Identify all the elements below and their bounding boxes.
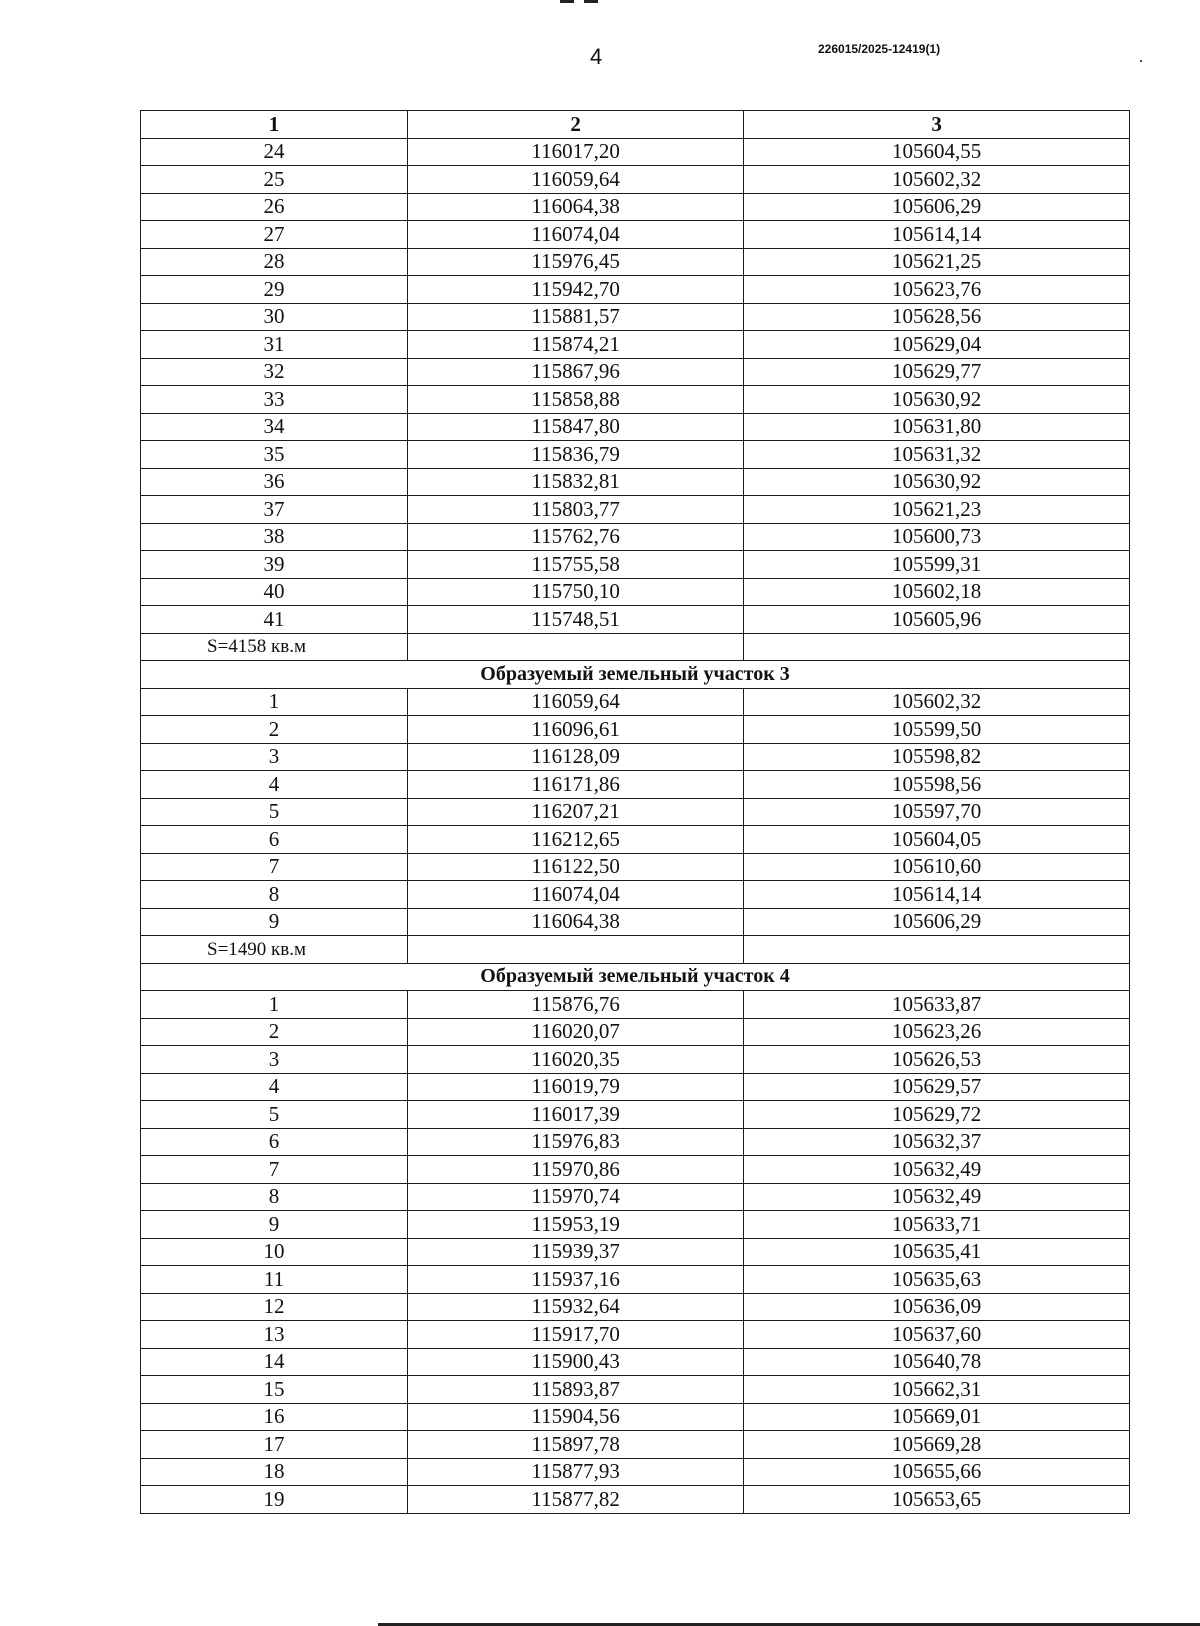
point-number-cell: 38 <box>141 523 408 551</box>
table-row <box>141 1486 1130 1514</box>
table-row <box>141 771 1130 799</box>
y-coordinate-cell: 105606,29 <box>744 908 1130 936</box>
point-number-cell: 6 <box>141 826 408 854</box>
y-coordinate-cell: 105598,56 <box>744 771 1130 799</box>
table-row <box>141 331 1130 359</box>
y-coordinate-cell: 105629,77 <box>744 358 1130 386</box>
x-coordinate-cell: 115836,79 <box>408 441 744 469</box>
y-coordinate-cell: 105637,60 <box>744 1321 1130 1349</box>
table-row <box>141 193 1130 221</box>
point-number-cell: 9 <box>141 1211 408 1239</box>
x-coordinate-cell: 115970,74 <box>408 1183 744 1211</box>
y-coordinate-cell: 105599,50 <box>744 716 1130 744</box>
point-number-cell: 16 <box>141 1403 408 1431</box>
table-row <box>141 468 1130 496</box>
table-row <box>141 826 1130 854</box>
section-title: Образуемый земельный участок 3 <box>141 661 1130 689</box>
point-number-cell: 32 <box>141 358 408 386</box>
y-coordinate-cell: 105669,01 <box>744 1403 1130 1431</box>
x-coordinate-cell: 116096,61 <box>408 716 744 744</box>
table-header-row <box>141 111 1130 139</box>
point-number-cell: 13 <box>141 1321 408 1349</box>
area-value: S=1490 кв.м <box>141 936 408 964</box>
y-coordinate-cell: 105626,53 <box>744 1046 1130 1074</box>
x-coordinate-cell: 116020,07 <box>408 1018 744 1046</box>
table-row <box>141 1156 1130 1184</box>
header-y-coordinate: 3 <box>744 111 1130 139</box>
section-title: Образуемый земельный участок 4 <box>141 963 1130 991</box>
area-row <box>141 633 1130 661</box>
y-coordinate-cell: 105598,82 <box>744 743 1130 771</box>
point-number-cell: 40 <box>141 578 408 606</box>
table-row <box>141 1403 1130 1431</box>
y-coordinate-cell: 105636,09 <box>744 1293 1130 1321</box>
x-coordinate-cell: 115976,45 <box>408 248 744 276</box>
y-coordinate-cell: 105630,92 <box>744 468 1130 496</box>
point-number-cell: 3 <box>141 743 408 771</box>
y-coordinate-cell: 105635,63 <box>744 1266 1130 1294</box>
x-coordinate-cell: 115750,10 <box>408 578 744 606</box>
y-coordinate-cell: 105600,73 <box>744 523 1130 551</box>
table-row <box>141 1073 1130 1101</box>
table-row <box>141 908 1130 936</box>
y-coordinate-cell: 105614,14 <box>744 881 1130 909</box>
x-coordinate-cell: 115755,58 <box>408 551 744 579</box>
point-number-cell: 30 <box>141 303 408 331</box>
point-number-cell: 37 <box>141 496 408 524</box>
table-row <box>141 1183 1130 1211</box>
empty-cell <box>408 633 744 661</box>
y-coordinate-cell: 105655,66 <box>744 1458 1130 1486</box>
x-coordinate-cell: 115937,16 <box>408 1266 744 1294</box>
x-coordinate-cell: 115877,82 <box>408 1486 744 1514</box>
point-number-cell: 17 <box>141 1431 408 1459</box>
x-coordinate-cell: 115893,87 <box>408 1376 744 1404</box>
x-coordinate-cell: 116017,39 <box>408 1101 744 1129</box>
table-row <box>141 1018 1130 1046</box>
x-coordinate-cell: 115976,83 <box>408 1128 744 1156</box>
point-number-cell: 11 <box>141 1266 408 1294</box>
x-coordinate-cell: 115874,21 <box>408 331 744 359</box>
point-number-cell: 2 <box>141 716 408 744</box>
table-row <box>141 991 1130 1019</box>
table-row <box>141 1348 1130 1376</box>
table-row <box>141 303 1130 331</box>
y-coordinate-cell: 105623,76 <box>744 276 1130 304</box>
x-coordinate-cell: 115803,77 <box>408 496 744 524</box>
table-row <box>141 881 1130 909</box>
section-title-row <box>141 963 1130 991</box>
document-id: 226015/2025-12419(1) <box>818 42 941 56</box>
x-coordinate-cell: 116017,20 <box>408 138 744 166</box>
x-coordinate-cell: 115904,56 <box>408 1403 744 1431</box>
x-coordinate-cell: 115832,81 <box>408 468 744 496</box>
empty-cell <box>744 633 1130 661</box>
x-coordinate-cell: 115847,80 <box>408 413 744 441</box>
x-coordinate-cell: 116122,50 <box>408 853 744 881</box>
table-row <box>141 386 1130 414</box>
table-row <box>141 523 1130 551</box>
x-coordinate-cell: 116074,04 <box>408 221 744 249</box>
y-coordinate-cell: 105605,96 <box>744 606 1130 634</box>
point-number-cell: 31 <box>141 331 408 359</box>
y-coordinate-cell: 105602,18 <box>744 578 1130 606</box>
table-row <box>141 853 1130 881</box>
y-coordinate-cell: 105621,23 <box>744 496 1130 524</box>
point-number-cell: 34 <box>141 413 408 441</box>
y-coordinate-cell: 105629,72 <box>744 1101 1130 1129</box>
table-body <box>141 138 1130 1513</box>
point-number-cell: 25 <box>141 166 408 194</box>
y-coordinate-cell: 105602,32 <box>744 166 1130 194</box>
table-row <box>141 606 1130 634</box>
area-value: S=4158 кв.м <box>141 633 408 661</box>
y-coordinate-cell: 105628,56 <box>744 303 1130 331</box>
table-row <box>141 578 1130 606</box>
y-coordinate-cell: 105632,49 <box>744 1156 1130 1184</box>
table-row <box>141 688 1130 716</box>
table-row <box>141 413 1130 441</box>
x-coordinate-cell: 115953,19 <box>408 1211 744 1239</box>
point-number-cell: 19 <box>141 1486 408 1514</box>
x-coordinate-cell: 115748,51 <box>408 606 744 634</box>
point-number-cell: 8 <box>141 1183 408 1211</box>
x-coordinate-cell: 115858,88 <box>408 386 744 414</box>
point-number-cell: 18 <box>141 1458 408 1486</box>
x-coordinate-cell: 115867,96 <box>408 358 744 386</box>
y-coordinate-cell: 105604,05 <box>744 826 1130 854</box>
y-coordinate-cell: 105606,29 <box>744 193 1130 221</box>
table-row <box>141 1376 1130 1404</box>
table-row <box>141 496 1130 524</box>
point-number-cell: 3 <box>141 1046 408 1074</box>
table-row <box>141 1238 1130 1266</box>
x-coordinate-cell: 115876,76 <box>408 991 744 1019</box>
page-number: 4 <box>590 44 603 69</box>
x-coordinate-cell: 115900,43 <box>408 1348 744 1376</box>
x-coordinate-cell: 116020,35 <box>408 1046 744 1074</box>
x-coordinate-cell: 116064,38 <box>408 908 744 936</box>
y-coordinate-cell: 105653,65 <box>744 1486 1130 1514</box>
table-row <box>141 358 1130 386</box>
y-coordinate-cell: 105662,31 <box>744 1376 1130 1404</box>
point-number-cell: 8 <box>141 881 408 909</box>
x-coordinate-cell: 116212,65 <box>408 826 744 854</box>
table-row <box>141 1046 1130 1074</box>
point-number-cell: 1 <box>141 688 408 716</box>
x-coordinate-cell: 116128,09 <box>408 743 744 771</box>
x-coordinate-cell: 116207,21 <box>408 798 744 826</box>
y-coordinate-cell: 105629,57 <box>744 1073 1130 1101</box>
scan-speck <box>1140 60 1142 62</box>
point-number-cell: 39 <box>141 551 408 579</box>
x-coordinate-cell: 115897,78 <box>408 1431 744 1459</box>
point-number-cell: 5 <box>141 798 408 826</box>
point-number-cell: 15 <box>141 1376 408 1404</box>
area-row <box>141 936 1130 964</box>
point-number-cell: 4 <box>141 771 408 799</box>
table-row <box>141 716 1130 744</box>
table-row <box>141 551 1130 579</box>
x-coordinate-cell: 116059,64 <box>408 166 744 194</box>
y-coordinate-cell: 105623,26 <box>744 1018 1130 1046</box>
point-number-cell: 4 <box>141 1073 408 1101</box>
y-coordinate-cell: 105631,80 <box>744 413 1130 441</box>
y-coordinate-cell: 105640,78 <box>744 1348 1130 1376</box>
point-number-cell: 9 <box>141 908 408 936</box>
point-number-cell: 14 <box>141 1348 408 1376</box>
point-number-cell: 1 <box>141 991 408 1019</box>
section-title-row <box>141 661 1130 689</box>
y-coordinate-cell: 105602,32 <box>744 688 1130 716</box>
point-number-cell: 29 <box>141 276 408 304</box>
point-number-cell: 27 <box>141 221 408 249</box>
table-row <box>141 1101 1130 1129</box>
x-coordinate-cell: 115932,64 <box>408 1293 744 1321</box>
table-row <box>141 1211 1130 1239</box>
y-coordinate-cell: 105669,28 <box>744 1431 1130 1459</box>
point-number-cell: 33 <box>141 386 408 414</box>
y-coordinate-cell: 105635,41 <box>744 1238 1130 1266</box>
x-coordinate-cell: 116059,64 <box>408 688 744 716</box>
x-coordinate-cell: 115970,86 <box>408 1156 744 1184</box>
y-coordinate-cell: 105629,04 <box>744 331 1130 359</box>
empty-cell <box>744 936 1130 964</box>
point-number-cell: 35 <box>141 441 408 469</box>
point-number-cell: 26 <box>141 193 408 221</box>
point-number-cell: 7 <box>141 1156 408 1184</box>
table-row <box>141 798 1130 826</box>
y-coordinate-cell: 105632,37 <box>744 1128 1130 1156</box>
x-coordinate-cell: 116064,38 <box>408 193 744 221</box>
table-row <box>141 248 1130 276</box>
table-row <box>141 276 1130 304</box>
header-point-number: 1 <box>141 111 408 139</box>
header-x-coordinate: 2 <box>408 111 744 139</box>
x-coordinate-cell: 115877,93 <box>408 1458 744 1486</box>
x-coordinate-cell: 116074,04 <box>408 881 744 909</box>
point-number-cell: 2 <box>141 1018 408 1046</box>
table-row <box>141 221 1130 249</box>
point-number-cell: 41 <box>141 606 408 634</box>
x-coordinate-cell: 115881,57 <box>408 303 744 331</box>
x-coordinate-cell: 115939,37 <box>408 1238 744 1266</box>
coordinates-table <box>140 110 1130 1514</box>
point-number-cell: 28 <box>141 248 408 276</box>
y-coordinate-cell: 105599,31 <box>744 551 1130 579</box>
y-coordinate-cell: 105614,14 <box>744 221 1130 249</box>
y-coordinate-cell: 105631,32 <box>744 441 1130 469</box>
top-scan-marks <box>560 0 610 4</box>
point-number-cell: 36 <box>141 468 408 496</box>
table-row <box>141 441 1130 469</box>
y-coordinate-cell: 105604,55 <box>744 138 1130 166</box>
x-coordinate-cell: 115942,70 <box>408 276 744 304</box>
table-row <box>141 1458 1130 1486</box>
table-row <box>141 138 1130 166</box>
y-coordinate-cell: 105632,49 <box>744 1183 1130 1211</box>
table-row <box>141 1321 1130 1349</box>
table-row <box>141 743 1130 771</box>
point-number-cell: 10 <box>141 1238 408 1266</box>
point-number-cell: 6 <box>141 1128 408 1156</box>
x-coordinate-cell: 115762,76 <box>408 523 744 551</box>
table-row <box>141 1266 1130 1294</box>
point-number-cell: 7 <box>141 853 408 881</box>
point-number-cell: 24 <box>141 138 408 166</box>
table-row <box>141 166 1130 194</box>
x-coordinate-cell: 116019,79 <box>408 1073 744 1101</box>
coordinates-table-container <box>140 110 1130 1514</box>
y-coordinate-cell: 105621,25 <box>744 248 1130 276</box>
point-number-cell: 5 <box>141 1101 408 1129</box>
y-coordinate-cell: 105597,70 <box>744 798 1130 826</box>
table-row <box>141 1128 1130 1156</box>
x-coordinate-cell: 115917,70 <box>408 1321 744 1349</box>
point-number-cell: 12 <box>141 1293 408 1321</box>
table-row <box>141 1293 1130 1321</box>
empty-cell <box>408 936 744 964</box>
table-row <box>141 1431 1130 1459</box>
y-coordinate-cell: 105610,60 <box>744 853 1130 881</box>
y-coordinate-cell: 105630,92 <box>744 386 1130 414</box>
y-coordinate-cell: 105633,71 <box>744 1211 1130 1239</box>
y-coordinate-cell: 105633,87 <box>744 991 1130 1019</box>
x-coordinate-cell: 116171,86 <box>408 771 744 799</box>
